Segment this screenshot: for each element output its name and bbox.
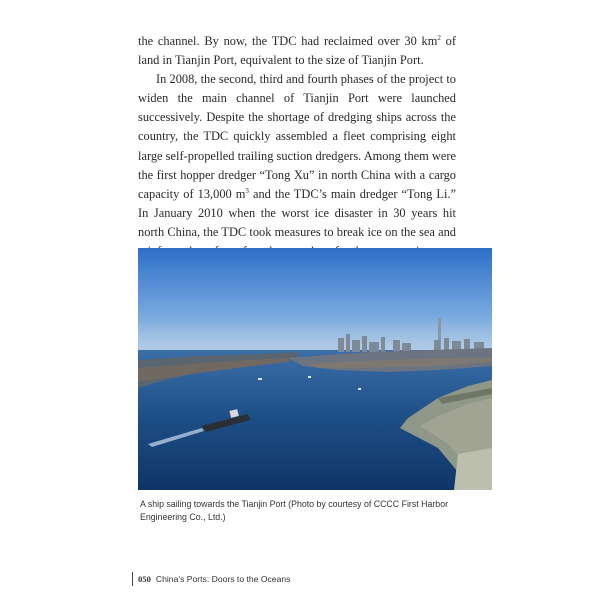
paragraph-2-text-a: In 2008, the second, third and fourth phases of the project to widen the main channel of Tianjin Port were launched successively. Despite the shortage of dredging ships across the country, the TDC quickly assembled a fleet comprising eight large self-propelled trailing suction dredgers. Among them were the first hopper dredger “Tong Xu” in north China with a cargo capacity of 13,000 m bbox=[138, 72, 456, 201]
paragraph-1-text-a: the channel. By now, the TDC had reclaimed over 30 km bbox=[138, 34, 438, 48]
paragraph-2-text-b: and the TDC’s main dredger “Tong Li.” In January 2010 when the worst ice disaster in 30 years hit north China, the TDC took measures to break ice on the sea and bbox=[138, 186, 456, 239]
superscript-2: 2 bbox=[437, 33, 441, 42]
figure-caption: A ship sailing towards the Tianjin Port (Photo by courtesy of CCCC First Harbor Engineering Co., Ltd.) bbox=[140, 499, 449, 522]
footer-divider bbox=[132, 572, 133, 586]
harbor-aerial-photo bbox=[138, 248, 492, 490]
body-text bbox=[138, 32, 456, 261]
superscript-3: 3 bbox=[245, 186, 249, 195]
book-title: China’s Ports: Doors to the Oceans bbox=[155, 574, 291, 584]
paragraph-1-text-b: of land in Tianjin Port, equivalent to the size of Tianjin Port. bbox=[138, 34, 456, 68]
page-footer bbox=[132, 572, 290, 586]
page-number: 050 bbox=[138, 574, 151, 584]
paragraph-2 bbox=[138, 70, 456, 261]
paragraph-1 bbox=[138, 32, 456, 70]
